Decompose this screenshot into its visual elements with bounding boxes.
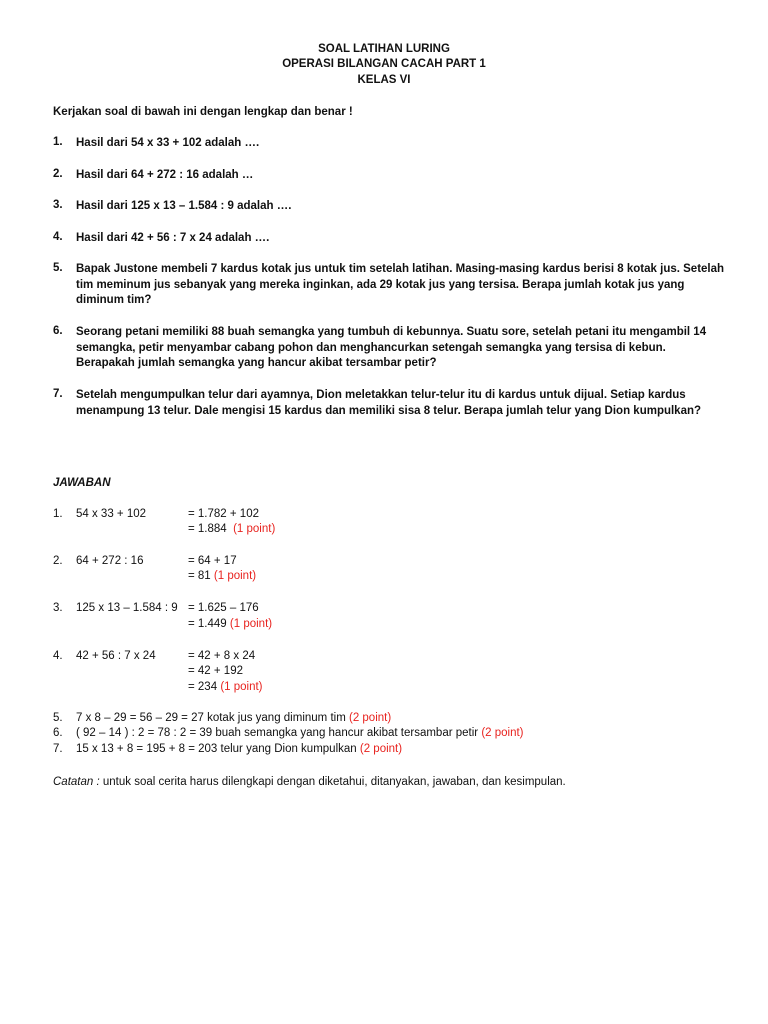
answer-result-value: = 1.449: [188, 618, 227, 630]
answer-result: [188, 523, 275, 535]
answer-text: 15 x 13 + 8 = 195 + 8 = 203 telur yang Dion kumpulkan: [76, 743, 357, 755]
answer-result: [188, 618, 272, 630]
answer-step: = 42 + 192: [188, 665, 243, 677]
instruction: Kerjakan soal di bawah ini dengan lengkap dan benar !: [53, 106, 353, 118]
question-number: 2.: [53, 168, 63, 180]
answer-sentence: [76, 743, 402, 755]
answer-number: 1.: [53, 508, 63, 520]
title-line-1: SOAL LATIHAN LURING: [318, 43, 450, 55]
answer-step: = 1.782 + 102: [188, 508, 259, 520]
answer-number: 5.: [53, 712, 63, 724]
answer-number: 7.: [53, 743, 63, 755]
answer-sentence: [76, 727, 524, 739]
answer-number: 6.: [53, 727, 63, 739]
point-badge: (1 point): [229, 618, 273, 630]
answer-number: 2.: [53, 555, 63, 567]
answer-number: 4.: [53, 650, 63, 662]
answer-expression: 42 + 56 : 7 x 24: [76, 650, 156, 662]
answer-expression: 125 x 13 – 1.584 : 9: [76, 602, 178, 614]
answer-text: 7 x 8 – 29 = 56 – 29 = 27 kotak jus yang diminum tim: [76, 712, 346, 724]
point-badge: (2 point): [481, 727, 524, 739]
answer-number: 3.: [53, 602, 63, 614]
point-badge: (1 point): [213, 570, 257, 582]
answer-step: = 1.625 – 176: [188, 602, 259, 614]
question-number: 1.: [53, 136, 63, 148]
question-number: 5.: [53, 262, 63, 274]
question-number: 4.: [53, 231, 63, 243]
question-text: Hasil dari 64 + 272 : 16 adalah …: [76, 169, 254, 181]
answer-expression: 54 x 33 + 102: [76, 508, 147, 520]
answer-result: [188, 570, 256, 582]
question-text: Hasil dari 42 + 56 : 7 x 24 adalah ….: [76, 232, 270, 244]
answer-result: [188, 681, 263, 693]
answer-result-value: = 81: [188, 570, 211, 582]
point-badge: (1 point): [220, 681, 263, 693]
answers-heading: JAWABAN: [53, 477, 111, 489]
title-line-3: KELAS VI: [357, 74, 411, 86]
answer-text: ( 92 – 14 ) : 2 = 78 : 2 = 39 buah semangka yang hancur akibat tersambar petir: [76, 727, 479, 739]
title-line-2: OPERASI BILANGAN CACAH PART 1: [282, 58, 486, 70]
question-text: Hasil dari 125 x 13 – 1.584 : 9 adalah ….: [76, 200, 292, 212]
point-badge: (1 point): [233, 523, 276, 535]
point-badge: (2 point): [348, 712, 392, 724]
answer-step: = 64 + 17: [188, 555, 237, 567]
answer-expression: 64 + 272 : 16: [76, 555, 144, 567]
question-text: Seorang petani memiliki 88 buah semangka yang tumbuh di kebunnya. Suatu sore, setelah petani itu mengambil 14 semangka, petir menyambar cabang pohon dan menghancurkan setengah semangka yang tersisa di kebun. Berapakah jumlah semangka yang hancur akibat tersambar petir?: [76, 326, 707, 369]
question-text: Bapak Justone membeli 7 kardus kotak jus untuk tim setelah latihan. Masing-masing kardus berisi 8 kotak jus. Setelah tim meminum jus sebanyak yang mereka inginkan, ada 29 kotak jus yang tersisa. Berapa jumlah kotak jus yang diminum tim?: [76, 263, 725, 306]
answer-result-value: = 234: [188, 681, 218, 693]
answer-sentence: [76, 712, 391, 724]
question-number: 6.: [53, 325, 63, 337]
answer-step: = 42 + 8 x 24: [188, 650, 256, 662]
question-text: Hasil dari 54 x 33 + 102 adalah ….: [76, 137, 260, 149]
note-text: untuk soal cerita harus dilengkapi dengan diketahui, ditanyakan, jawaban, dan kesimpulan.: [102, 776, 566, 788]
answer-result-value: = 1.884: [188, 523, 227, 535]
note-label: Catatan :: [53, 776, 100, 788]
question-number: 3.: [53, 199, 63, 211]
note: [53, 775, 566, 789]
question-text: Setelah mengumpulkan telur dari ayamnya, Dion meletakkan telur-telur itu di kardus untuk dijual. Setiap kardus menampung 13 telur. Dale mengisi 15 kardus dan memiliki sisa 8 telur. Berapa jumlah telur yang Dion kumpulkan?: [76, 389, 702, 417]
point-badge: (2 point): [359, 743, 403, 755]
question-number: 7.: [53, 388, 63, 400]
